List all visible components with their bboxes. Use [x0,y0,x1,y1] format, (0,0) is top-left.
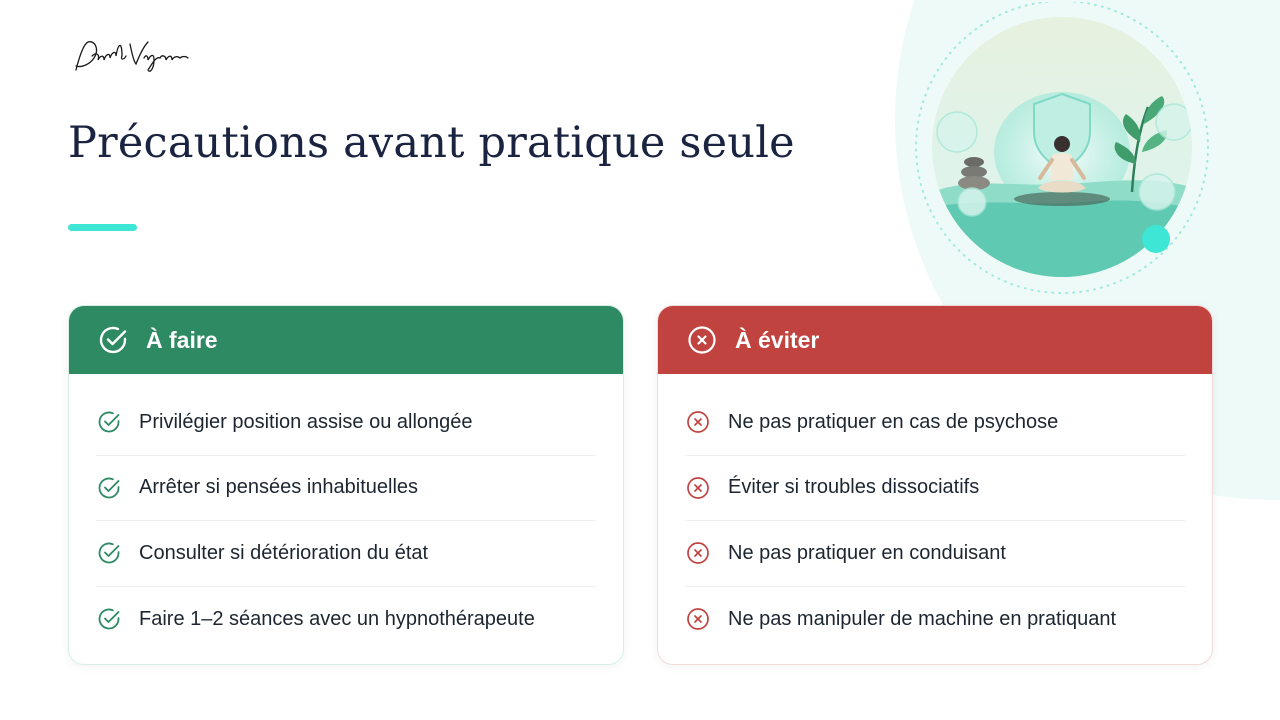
do-card-title: À faire [146,326,218,353]
page-title: Précautions avant pratique seule [68,118,795,168]
list-item: Arrêter si pensées inhabituelles [96,456,596,522]
x-icon [685,475,711,501]
list-item: Ne pas pratiquer en conduisant [685,521,1185,587]
list-item: Faire 1–2 séances avec un hypnothérapeute [96,587,596,653]
list-item: Éviter si troubles dissociatifs [685,456,1185,522]
title-accent-bar [68,224,137,231]
list-item: Ne pas manipuler de machine en pratiquant [685,587,1185,653]
check-icon [96,606,122,632]
check-circle-icon [97,324,129,356]
do-card-header [69,306,623,374]
list-item: Privilégier position assise ou allongée [96,390,596,456]
do-card [68,305,624,665]
x-icon [685,409,711,435]
do-list [69,390,623,652]
x-icon [685,606,711,632]
dont-card [657,305,1213,665]
check-icon [96,409,122,435]
list-item: Consulter si détérioration du état [96,521,596,587]
dont-card-header [658,306,1212,374]
meditation-illustration [912,2,1212,302]
x-icon [685,540,711,566]
dont-card-title: À éviter [735,326,820,353]
check-icon [96,475,122,501]
list-item: Ne pas pratiquer en cas de psychose [685,390,1185,456]
check-icon [96,540,122,566]
x-circle-icon [686,324,718,356]
dont-list [658,390,1212,652]
signature-logo [70,34,190,78]
